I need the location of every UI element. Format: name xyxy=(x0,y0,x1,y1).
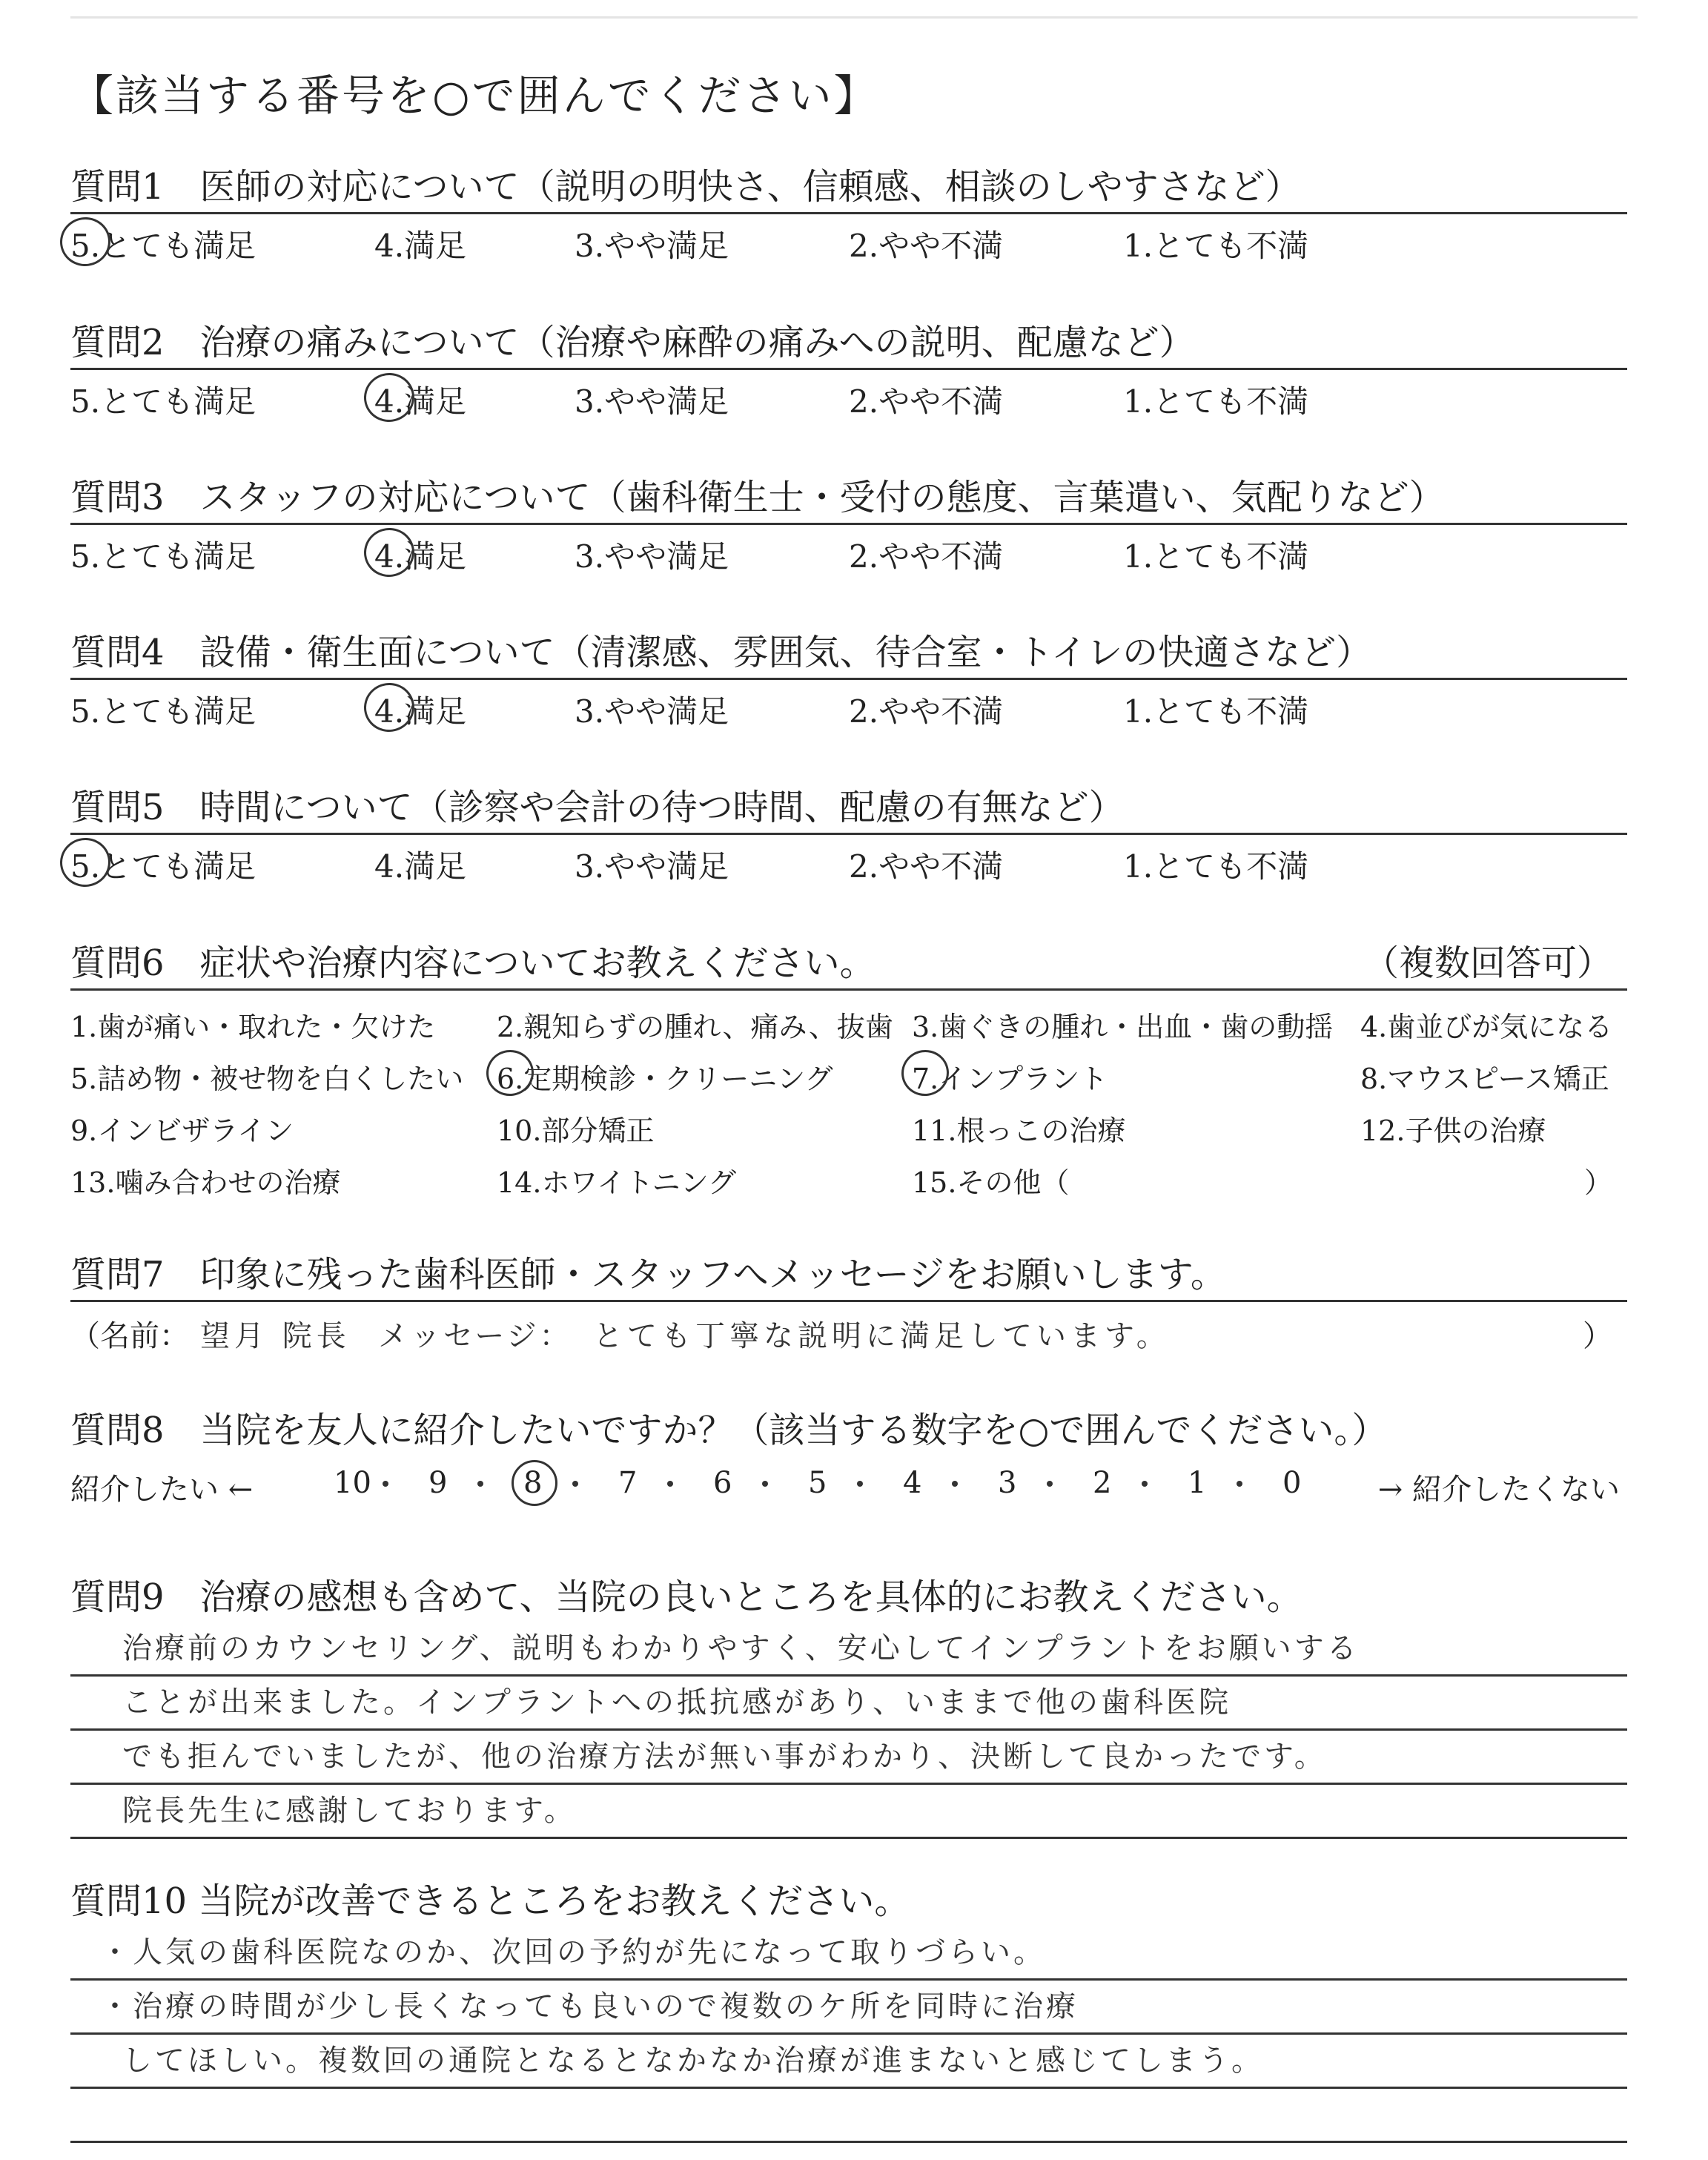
answer-line xyxy=(70,1785,1627,1839)
rating-option[interactable] xyxy=(1123,222,1308,266)
rating-option[interactable] xyxy=(374,687,466,732)
symptom-option[interactable] xyxy=(70,1108,294,1149)
answer-text: ・治療の時間が少し長くなっても良いので複数のケ所を同時に治療 xyxy=(100,1989,1079,2024)
question-5-title: 質問5 時間について（診察や会計の待つ時間、配慮の有無など） xyxy=(70,787,1125,828)
question-6-title-text: 質問6 症状や治療内容についてお教えください。 xyxy=(70,942,875,984)
rating-option[interactable] xyxy=(849,532,1003,577)
symptom-option-label: インプラント xyxy=(939,1063,1108,1095)
rating-option-label: やや不満 xyxy=(878,228,1004,264)
question-4 xyxy=(70,627,1627,732)
symptom-option-label: 根っこの治療 xyxy=(956,1114,1126,1147)
answer-line xyxy=(70,1926,1627,1981)
rating-option-number: 5. xyxy=(70,848,101,885)
symptom-option[interactable] xyxy=(912,1004,1333,1045)
rating-option-number: 3. xyxy=(575,228,605,264)
answer-line xyxy=(70,2089,1627,2143)
question-6-options xyxy=(70,991,1627,1213)
answer-text: ことが出来ました。インプラントへの抵抗感があり、いままで他の歯科医院 xyxy=(122,1685,1231,1720)
scale-dot xyxy=(1047,1481,1053,1487)
rating-option-number: 1. xyxy=(1123,383,1153,420)
rating-option[interactable] xyxy=(374,842,466,887)
symptom-option[interactable] xyxy=(497,1108,654,1149)
question-7 xyxy=(70,1249,1627,1358)
symptom-option-label: その他（ xyxy=(956,1166,1070,1199)
rating-option-number: 4. xyxy=(374,228,405,264)
question-8-title: 質問8 当院を友人に紹介したいですか？（該当する数字を○で囲んでください。） xyxy=(70,1410,1388,1451)
symptom-option[interactable] xyxy=(70,1160,340,1200)
symptom-option-number: 7. xyxy=(912,1063,939,1095)
rating-option[interactable] xyxy=(575,532,729,577)
rating-option-number: 1. xyxy=(1123,848,1153,885)
rating-option-number: 5. xyxy=(70,383,101,420)
rating-option[interactable] xyxy=(70,532,256,577)
rating-option[interactable] xyxy=(374,222,466,266)
rating-option-label: とても満足 xyxy=(100,538,256,575)
rating-option-label: とても満足 xyxy=(100,848,256,885)
symptom-option-label: 噛み合わせの治療 xyxy=(115,1166,341,1199)
rating-option-label: 満足 xyxy=(404,383,467,420)
symptom-option[interactable] xyxy=(1360,1108,1546,1149)
rating-option-number: 3. xyxy=(575,693,605,730)
rating-option-number: 4. xyxy=(374,693,405,730)
rating-option[interactable] xyxy=(1123,377,1308,422)
rating-option-label: 満足 xyxy=(404,693,467,730)
recommend-number[interactable]: 5 xyxy=(808,1466,827,1500)
scale-dot xyxy=(857,1481,863,1487)
question-2-options xyxy=(70,370,1627,422)
rating-option[interactable] xyxy=(849,687,1003,732)
symptom-option-number: 5. xyxy=(70,1063,98,1095)
symptom-option[interactable] xyxy=(497,1160,736,1200)
rating-option-label: 満足 xyxy=(404,228,467,264)
rating-option-number: 4. xyxy=(374,848,405,885)
rating-option[interactable] xyxy=(575,377,729,422)
scale-dot xyxy=(572,1481,578,1487)
rating-option-label: やや不満 xyxy=(878,848,1004,885)
answer-line xyxy=(70,1622,1627,1677)
recommend-number[interactable]: 6 xyxy=(713,1466,732,1500)
rating-option[interactable] xyxy=(849,842,1003,887)
rating-option-label: やや不満 xyxy=(878,383,1004,420)
rating-option-label: やや満足 xyxy=(604,228,729,264)
rating-option[interactable] xyxy=(70,687,256,732)
rating-option-number: 5. xyxy=(70,693,101,730)
question-1-options xyxy=(70,214,1627,266)
recommend-number[interactable]: 8 xyxy=(523,1466,543,1500)
rating-option[interactable] xyxy=(849,377,1003,422)
symptom-option-label: 子供の治療 xyxy=(1405,1114,1546,1147)
rating-option[interactable] xyxy=(575,222,729,266)
scale-dot xyxy=(952,1481,958,1487)
question-6-note: （複数回答可） xyxy=(1363,942,1612,984)
scale-dot xyxy=(762,1481,768,1487)
rating-option-number: 4. xyxy=(374,538,405,575)
symptom-option[interactable] xyxy=(70,1004,435,1045)
question-2 xyxy=(70,317,1627,422)
message-close-paren: ） xyxy=(1583,1319,1612,1353)
question-3-title: 質問3 スタッフの対応について（歯科衛生士・受付の態度、言葉遣い、気配りなど） xyxy=(70,477,1445,518)
answer-line xyxy=(70,1731,1627,1785)
rating-option[interactable] xyxy=(1123,687,1308,732)
symptom-option-label: 歯並びが気になる xyxy=(1387,1011,1613,1043)
symptom-option-label: 親知らずの腫れ、痛み、抜歯 xyxy=(523,1011,893,1043)
symptom-option-number: 3. xyxy=(912,1011,939,1043)
recommend-right-label: → 紹介したくない xyxy=(1377,1473,1620,1507)
rating-option-label: やや不満 xyxy=(878,538,1004,575)
symptom-option[interactable] xyxy=(1360,1056,1609,1097)
rating-option-number: 5. xyxy=(70,538,101,575)
rating-option-number: 5. xyxy=(70,228,101,264)
rating-option-label: やや不満 xyxy=(878,693,1004,730)
rating-option[interactable] xyxy=(374,532,466,577)
rating-option-label: 満足 xyxy=(404,848,467,885)
rating-option[interactable] xyxy=(1123,842,1308,887)
rating-option-number: 2. xyxy=(849,228,879,264)
rating-option-number: 1. xyxy=(1123,228,1153,264)
rating-option[interactable] xyxy=(849,222,1003,266)
rating-option[interactable] xyxy=(70,842,256,887)
rating-option-number: 2. xyxy=(849,693,879,730)
question-4-title: 質問4 設備・衛生面について（清潔感、雰囲気、待合室・トイレの快適さなど） xyxy=(70,632,1372,673)
rating-option[interactable] xyxy=(70,377,256,422)
question-9-answer xyxy=(70,1622,1627,1839)
rating-option-label: とても不満 xyxy=(1153,383,1309,420)
symptom-option[interactable] xyxy=(70,1056,463,1097)
rating-option[interactable] xyxy=(575,687,729,732)
message-value: とても丁寧な説明に満足しています。 xyxy=(593,1319,1171,1353)
recommend-number[interactable]: 2 xyxy=(1093,1466,1112,1500)
symptom-option[interactable] xyxy=(497,1056,833,1097)
rating-option-label: とても満足 xyxy=(100,693,256,730)
rating-option-label: やや満足 xyxy=(604,538,729,575)
name-value: 望月 院長 xyxy=(200,1319,351,1353)
page-title: 【該当する番号を○で囲んでください】 xyxy=(70,70,879,121)
answer-text: 治療前のカウンセリング、説明もわかりやすく、安心してインプラントをお願いする xyxy=(122,1631,1360,1665)
question-3-options xyxy=(70,525,1627,577)
rating-option-label: とても満足 xyxy=(100,228,256,264)
recommend-number[interactable]: 7 xyxy=(618,1466,638,1500)
answer-text: 院長先生に感謝しております。 xyxy=(122,1794,577,1828)
scale-dot xyxy=(667,1481,673,1487)
scale-dot xyxy=(1237,1481,1242,1487)
answer-text: ・人気の歯科医院なのか、次回の予約が先になって取りづらい。 xyxy=(100,1935,1046,1969)
rating-option-label: やや満足 xyxy=(604,383,729,420)
other-close-paren: ） xyxy=(1583,1166,1612,1199)
recommend-number[interactable]: 3 xyxy=(998,1466,1017,1500)
answer-line xyxy=(70,1677,1627,1731)
symptom-option[interactable] xyxy=(912,1056,1108,1097)
symptom-option-number: 13. xyxy=(70,1166,116,1199)
question-10 xyxy=(70,1876,1627,2143)
question-6-title xyxy=(70,938,1627,988)
name-label: （名前： xyxy=(70,1319,189,1353)
rating-option-number: 3. xyxy=(575,538,605,575)
question-1-title: 質問1 医師の対応について（説明の明快さ、信頼感、相談のしやすさなど） xyxy=(70,166,1301,208)
rating-option[interactable] xyxy=(1123,532,1308,577)
symptom-option-label: マウスピース矯正 xyxy=(1387,1063,1609,1095)
recommend-scale xyxy=(70,1456,1627,1515)
rating-option-number: 2. xyxy=(849,538,879,575)
symptom-option-label: インビザライン xyxy=(97,1114,294,1147)
symptom-option-number: 10. xyxy=(497,1114,542,1147)
symptom-option[interactable] xyxy=(912,1160,1069,1200)
answer-line xyxy=(70,2035,1627,2089)
symptom-option[interactable] xyxy=(1360,1004,1612,1045)
rating-option-label: とても不満 xyxy=(1153,538,1309,575)
answer-text: してほしい。複数回の通院となるとなかなか治療が進まないと感じてしまう。 xyxy=(122,2044,1264,2078)
rating-option-number: 2. xyxy=(849,383,879,420)
rating-option[interactable] xyxy=(575,842,729,887)
symptom-option-number: 14. xyxy=(497,1166,542,1199)
rating-option[interactable] xyxy=(70,222,256,266)
rating-option-label: とても不満 xyxy=(1153,693,1309,730)
question-7-message-line xyxy=(70,1302,1627,1358)
symptom-option-number: 11. xyxy=(912,1114,957,1147)
question-5 xyxy=(70,782,1627,887)
question-1 xyxy=(70,162,1627,266)
symptom-option[interactable] xyxy=(912,1108,1125,1149)
scale-dot xyxy=(1142,1481,1148,1487)
question-10-title: 質問10 当院が改善できるところをお教えください。 xyxy=(70,1880,910,1922)
rating-option-number: 3. xyxy=(575,848,605,885)
symptom-option-number: 1. xyxy=(70,1011,98,1043)
symptom-option-number: 8. xyxy=(1360,1063,1388,1095)
message-label: メッセージ： xyxy=(378,1319,572,1353)
rating-option-label: とても満足 xyxy=(100,383,256,420)
scale-dot xyxy=(477,1481,483,1487)
symptom-option-label: 詰め物・被せ物を白くしたい xyxy=(97,1063,464,1095)
rating-option-number: 1. xyxy=(1123,538,1153,575)
symptom-option-label: 歯ぐきの腫れ・出血・歯の動揺 xyxy=(939,1011,1334,1043)
rating-option-label: やや満足 xyxy=(604,848,729,885)
recommend-number[interactable]: 9 xyxy=(428,1466,448,1500)
question-3 xyxy=(70,472,1627,577)
symptom-option[interactable] xyxy=(497,1004,893,1045)
symptom-option-label: 歯が痛い・取れた・欠けた xyxy=(97,1011,436,1043)
recommend-number[interactable]: 0 xyxy=(1282,1466,1302,1500)
rating-option-label: とても不満 xyxy=(1153,848,1309,885)
symptom-option-label: ホワイトニング xyxy=(541,1166,737,1199)
top-border xyxy=(70,16,1638,19)
rating-option-label: 満足 xyxy=(404,538,467,575)
hand-drawn-circle xyxy=(512,1460,557,1506)
recommend-number[interactable]: 4 xyxy=(903,1466,922,1500)
symptom-option-number: 2. xyxy=(497,1011,524,1043)
question-9-title: 質問9 治療の感想も含めて、当院の良いところを具体的にお教えください。 xyxy=(70,1576,1302,1618)
recommend-left-label: 紹介したい ← xyxy=(70,1473,254,1507)
symptom-option-number: 12. xyxy=(1360,1114,1406,1147)
question-6 xyxy=(70,938,1627,1213)
rating-option[interactable] xyxy=(374,377,466,422)
symptom-option-label: 定期検診・クリーニング xyxy=(523,1063,833,1095)
rating-option-number: 4. xyxy=(374,383,405,420)
symptom-option-number: 4. xyxy=(1360,1011,1388,1043)
recommend-number[interactable]: 1 xyxy=(1188,1466,1207,1500)
answer-text: でも拒んでいましたが、他の治療方法が無い事がわかり、決断して良かったです。 xyxy=(122,1740,1327,1774)
rating-option-number: 2. xyxy=(849,848,879,885)
rating-option-number: 3. xyxy=(575,383,605,420)
symptom-option-label: 部分矯正 xyxy=(541,1114,655,1147)
question-4-options xyxy=(70,680,1627,732)
question-8 xyxy=(70,1405,1627,1515)
scale-dot xyxy=(383,1481,388,1487)
recommend-number[interactable]: 10 xyxy=(334,1466,371,1500)
question-10-answer xyxy=(70,1926,1627,2143)
rating-option-label: とても不満 xyxy=(1153,228,1309,264)
symptom-option-number: 9. xyxy=(70,1114,98,1147)
question-2-title: 質問2 治療の痛みについて（治療や麻酔の痛みへの説明、配慮など） xyxy=(70,322,1195,363)
rating-option-number: 1. xyxy=(1123,693,1153,730)
rating-option-label: やや満足 xyxy=(604,693,729,730)
question-7-title: 質問7 印象に残った歯科医師・スタッフへメッセージをお願いします。 xyxy=(70,1254,1226,1295)
symptom-option-number: 6. xyxy=(497,1063,524,1095)
question-9 xyxy=(70,1572,1627,1839)
answer-line xyxy=(70,1981,1627,2035)
symptom-option-number: 15. xyxy=(912,1166,957,1199)
question-5-options xyxy=(70,835,1627,887)
